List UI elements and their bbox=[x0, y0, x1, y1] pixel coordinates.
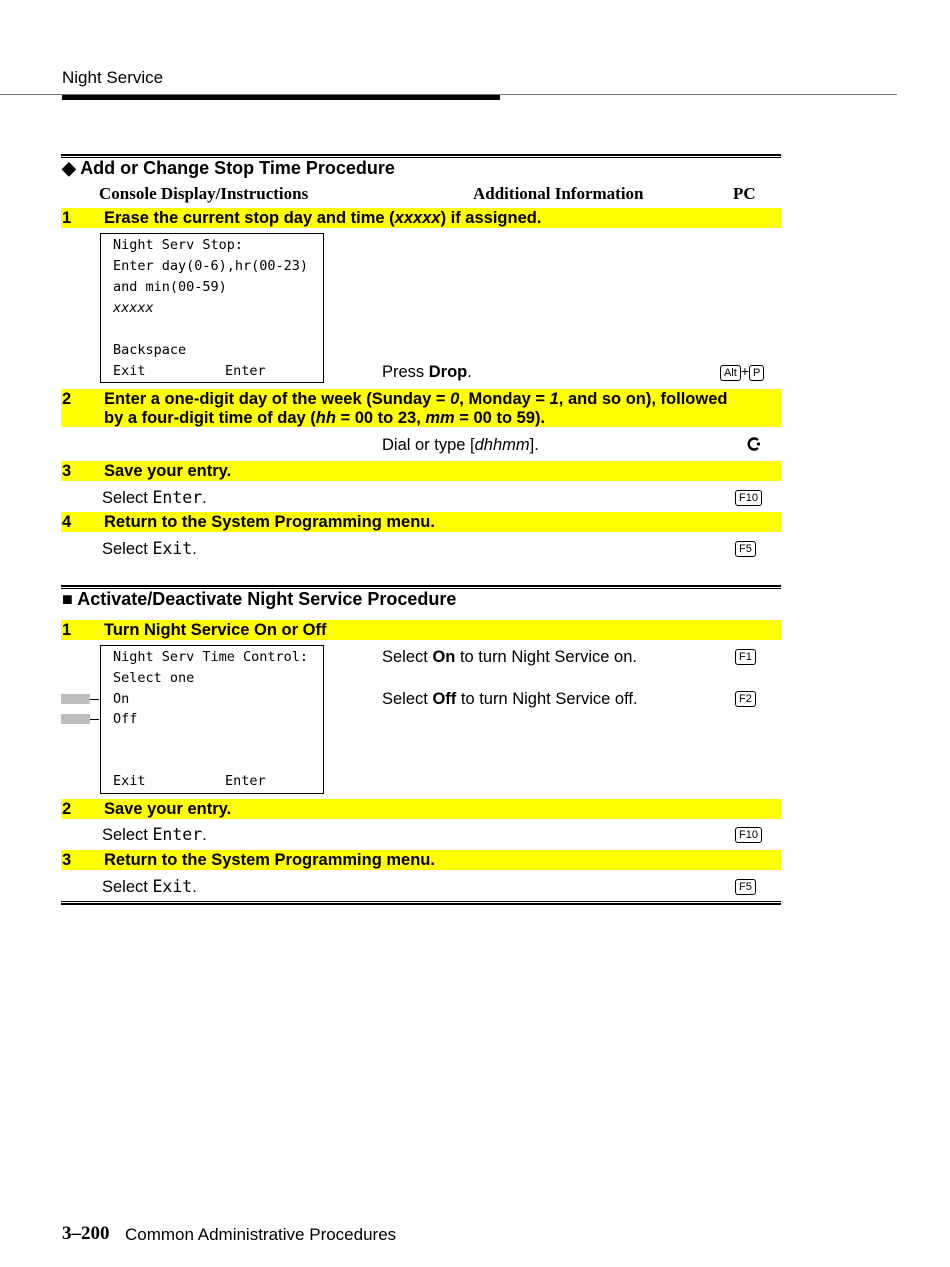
column-header-pc: PC bbox=[733, 184, 756, 203]
alt-key[interactable]: Alt bbox=[720, 365, 741, 381]
column-header-info: Additional Information bbox=[473, 184, 644, 203]
step-2: 2 Save your entry. bbox=[61, 799, 781, 819]
section-title: ■ Activate/Deactivate Night Service Procedure bbox=[62, 589, 457, 609]
console-display bbox=[100, 645, 324, 794]
exit-option[interactable]: Exit bbox=[113, 363, 146, 379]
step-3: 3 Save your entry. bbox=[61, 461, 781, 481]
select-on-instruction: Select On to turn Night Service on. bbox=[382, 648, 637, 666]
f2-key[interactable]: F2 bbox=[735, 691, 756, 707]
dial-pad-icon bbox=[746, 436, 762, 452]
chapter-title: Common Administrative Procedures bbox=[125, 1225, 397, 1244]
section-bottom-rule bbox=[61, 901, 781, 905]
select-enter-instruction: Select Enter. bbox=[102, 825, 207, 844]
display-line: Enter day(0-6),hr(00-23) bbox=[113, 258, 309, 274]
backspace-option[interactable]: Backspace bbox=[113, 342, 187, 358]
display-line: Night Serv Time Control: bbox=[113, 649, 309, 665]
indicator-leader bbox=[90, 699, 99, 700]
step-4: 4 Return to the System Programming menu. bbox=[61, 512, 781, 532]
select-off-instruction: Select Off to turn Night Service off. bbox=[382, 690, 638, 708]
f5-key[interactable]: F5 bbox=[735, 879, 756, 895]
diamond-icon: ◆ bbox=[62, 158, 76, 178]
off-button-indicator[interactable] bbox=[61, 714, 90, 724]
f10-key[interactable]: F10 bbox=[735, 490, 762, 506]
on-option[interactable]: On bbox=[113, 691, 130, 707]
step-1: 1 Turn Night Service On or Off bbox=[61, 620, 781, 640]
f5-key[interactable]: F5 bbox=[735, 541, 756, 557]
dial-instruction: Dial or type [dhhmm]. bbox=[382, 436, 539, 454]
enter-option[interactable]: Enter bbox=[225, 363, 266, 379]
enter-option[interactable]: Enter bbox=[225, 773, 266, 789]
select-enter-instruction: Select Enter. bbox=[102, 488, 207, 507]
display-line: Select one bbox=[113, 670, 195, 686]
page-number: 3–200 bbox=[62, 1223, 110, 1244]
header-bar bbox=[62, 95, 500, 100]
step-1: 1 Erase the current stop day and time (xxxxx) if assigned. bbox=[61, 208, 781, 228]
step-3: 3 Return to the System Programming menu. bbox=[61, 850, 781, 870]
on-button-indicator[interactable] bbox=[61, 694, 90, 704]
off-option[interactable]: Off bbox=[113, 711, 138, 727]
square-icon: ■ bbox=[62, 589, 73, 609]
column-header-display: Console Display/Instructions bbox=[99, 184, 309, 203]
f10-key[interactable]: F10 bbox=[735, 827, 762, 843]
select-exit-instruction: Select Exit. bbox=[102, 877, 197, 896]
select-exit-instruction: Select Exit. bbox=[102, 539, 197, 558]
step-2: 2 Enter a one-digit day of the week (Sunday = 0, Monday = 1, and so on), followed by a four-digit time of day (hh = 00 to 23, mm = 00 to 59). bbox=[61, 389, 781, 427]
press-drop-instruction: Press Drop. bbox=[382, 363, 472, 381]
display-line: xxxxx bbox=[113, 300, 154, 316]
exit-option[interactable]: Exit bbox=[113, 773, 146, 789]
section-title: ◆ Add or Change Stop Time Procedure bbox=[62, 158, 395, 178]
p-key[interactable]: P bbox=[749, 365, 764, 381]
console-display bbox=[100, 233, 324, 383]
alt-p-keys: Alt + P bbox=[720, 363, 764, 381]
running-header: Night Service bbox=[62, 68, 164, 87]
display-line: Night Serv Stop: bbox=[113, 237, 244, 253]
indicator-leader bbox=[90, 719, 99, 720]
f1-key[interactable]: F1 bbox=[735, 649, 756, 665]
display-line: and min(00-59) bbox=[113, 279, 227, 295]
